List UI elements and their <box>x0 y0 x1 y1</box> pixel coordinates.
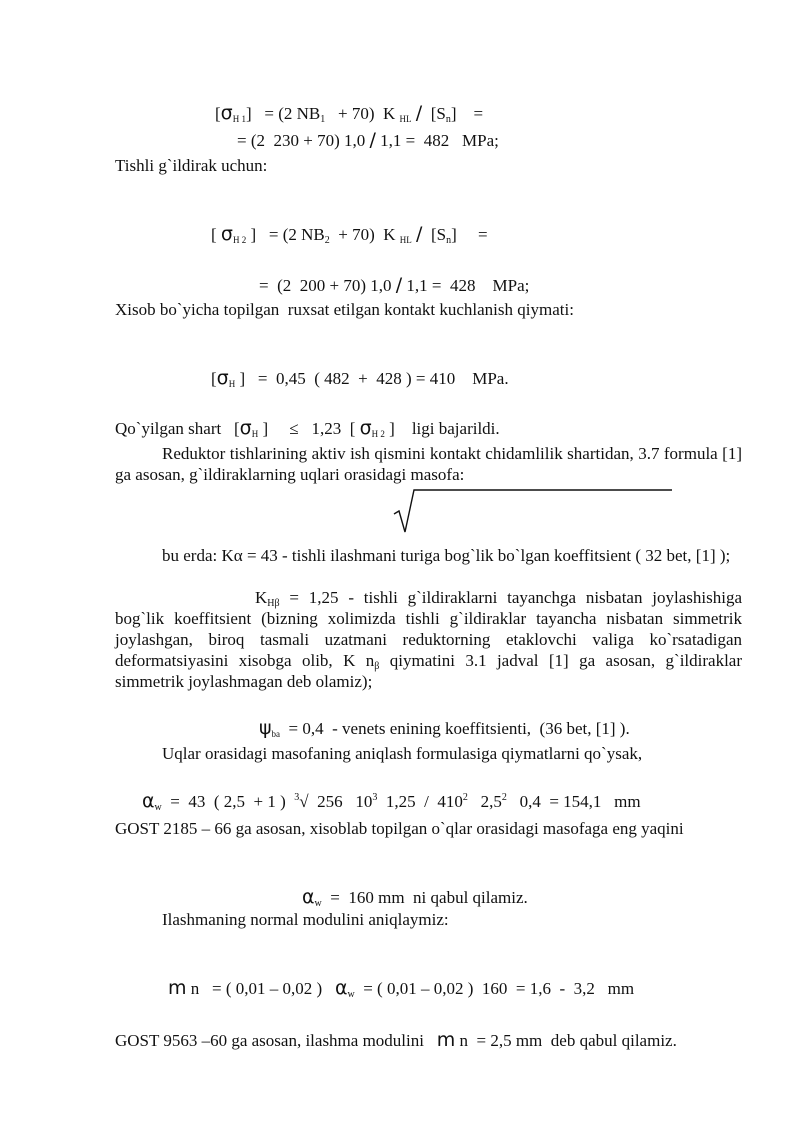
cube-root-symbol: √ <box>299 792 309 811</box>
formula-text: + 70) K <box>329 225 400 244</box>
aw-accept-line <box>302 867 528 908</box>
division-slash: / <box>416 223 423 245</box>
superscript: 3 <box>294 792 300 803</box>
calc-text: 1,25 / 410 <box>377 792 463 811</box>
bracket: [ <box>211 369 217 388</box>
subscript: w <box>154 802 162 813</box>
wheel-heading: Tishli g`ildirak uchun: <box>115 156 268 175</box>
formula-text: 1,1 = 428 MPa; <box>402 276 530 295</box>
subscript: w <box>314 898 322 909</box>
gost-text: GOST 9563 –60 ga asosan, ilashma modulini <box>115 1031 437 1050</box>
gost-9563-line <box>115 1010 677 1051</box>
formula-text: ] = 0,45 ( 482 + 428 ) = 410 MPa. <box>235 369 509 388</box>
subscript: H <box>251 429 259 439</box>
subscript: β <box>374 661 380 672</box>
sigma-symbol: σ <box>359 417 372 439</box>
m-symbol: m <box>436 1029 456 1051</box>
formula-text: ] = <box>450 104 484 123</box>
formula-text: = (2 200 + 70) 1,0 <box>259 276 396 295</box>
calc-text: 0,4 = 154,1 mm <box>506 792 641 811</box>
formula-text: ] = (2 NB <box>245 104 321 123</box>
condition-text: Qo`yilgan shart [ <box>115 419 240 438</box>
superscript: 3 <box>372 792 378 803</box>
khb-text: K <box>255 588 268 607</box>
alpha-symbol: α <box>302 886 315 908</box>
eq1-line2 <box>237 110 499 151</box>
calc-text: = 43 ( 2,5 + 1 ) <box>161 792 295 811</box>
ka-text: = 43 - tishli ilashmani turiga bog`lik bo`lgan koeffitsient ( 32 bet, [1] ); <box>242 546 731 565</box>
psi-text: = 0,4 - venets enining koeffitsienti, (36 bet, [1] ). <box>280 719 630 738</box>
subscript: HL <box>399 114 412 124</box>
calc-text: n = ( 0,01 – 0,02 ) <box>186 979 335 998</box>
square-root-sign <box>392 484 682 540</box>
accept-text: = 160 mm ni qabul qilamiz. <box>321 888 528 907</box>
subscript: Hβ <box>267 598 280 609</box>
eq2-line2 <box>259 255 529 296</box>
gost-text: n = 2,5 mm deb qabul qilamiz. <box>455 1031 677 1050</box>
psi-symbol: ψ <box>259 717 272 739</box>
subscript: n <box>446 235 452 246</box>
paragraph-reduktor: Reduktor tishlarining aktiv ish qismini kontakt chidamlilik shartidan, 3.7 formula [1] ga asosan, g`ildiraklarning uqlari orasidagi masofa: <box>115 444 742 484</box>
sigma-symbol: σ <box>216 367 229 389</box>
division-slash: / <box>415 102 423 124</box>
uq-heading: Uqlar orasidagi masofaning aniqlash formulasiga qiymatlarni qo`ysak, <box>162 744 643 763</box>
division-slash: / <box>369 129 376 151</box>
formula-text: = (2 230 + 70) 1,0 <box>237 131 370 150</box>
psi-line <box>259 698 630 739</box>
sigma-symbol: σ <box>220 223 233 245</box>
formula-text: [S <box>422 104 446 123</box>
bracket: [ <box>215 104 221 123</box>
condition-text: ] <box>258 419 290 438</box>
calc-text: 256 10 <box>308 792 373 811</box>
gost-2185-paragraph: GOST 2185 – 66 ga asosan, xisoblab topilgan o`qlar orasidagi masofaga eng yaqini <box>115 819 684 838</box>
calc-text: = ( 0,01 – 0,02 ) 160 = 1,6 - 3,2 mm <box>354 979 635 998</box>
subscript: n <box>445 114 451 125</box>
alpha-symbol: α <box>334 977 348 999</box>
khb-text: qiymatini 3.1 jadval [1] ga asosan, g`ildiraklar simmetrik joylashmagan deb olamiz); <box>115 651 742 691</box>
allowed-heading: Xisob bo`yicha topilgan ruxsat etilgan kontakt kuchlanish qiymati: <box>115 300 574 319</box>
paragraph-khb <box>115 587 742 692</box>
eq3-line <box>211 348 509 389</box>
sigma-symbol: σ <box>239 417 252 439</box>
superscript: 2 <box>501 792 507 803</box>
superscript: 2 <box>462 792 468 803</box>
subscript: H 2 <box>371 429 385 439</box>
subscript: 1 <box>320 114 326 125</box>
subscript: 2 <box>324 235 330 246</box>
formula-text: [S <box>422 225 447 244</box>
modul-heading: Ilashmaning normal modulini aniqlaymiz: <box>162 910 449 929</box>
mn-calc-line <box>168 958 634 999</box>
formula-text: ] = (2 NB <box>246 225 325 244</box>
subscript: HL <box>399 235 412 245</box>
subscript: ba <box>271 729 281 739</box>
alpha-symbol: α <box>142 790 155 812</box>
bracket: [ <box>211 225 221 244</box>
formula-text: + 70) K <box>325 104 400 123</box>
subscript: H <box>228 379 236 389</box>
condition-line <box>115 398 500 439</box>
ka-text: bu erda: K <box>162 546 234 565</box>
subscript: H 1 <box>232 114 246 124</box>
khb-text: = 1,25 - tishli g`ildiraklarni tayanchga nisbatan joylashishiga bog`lik koeffitsient (bizning xolimizda tishli g`ildiraklar tayancha nisbatan simmetrik joylashgan, biroq tasmali uzatmani reduktorning etaklovchi valiga ko`rsatadigan deformatsiyasini xisobga olib, K n <box>115 588 742 670</box>
eq2-line1 <box>211 204 488 245</box>
aw-calc-line <box>142 771 641 812</box>
calc-text: 2,5 <box>467 792 502 811</box>
subscript: H 2 <box>232 235 247 245</box>
condition-text: ] ligi bajarildi. <box>384 419 500 438</box>
m-symbol: m <box>168 977 187 999</box>
leq-symbol: ≤ <box>289 419 299 438</box>
sigma-symbol: σ <box>220 102 233 124</box>
formula-text: 1,1 = 482 MPa; <box>375 131 499 150</box>
alpha-symbol: α <box>233 546 243 565</box>
paragraph-ka <box>115 545 742 566</box>
division-slash: / <box>395 274 403 296</box>
subscript: w <box>347 989 355 1000</box>
condition-text: 1,23 [ <box>298 419 360 438</box>
formula-text: ] = <box>451 225 488 244</box>
